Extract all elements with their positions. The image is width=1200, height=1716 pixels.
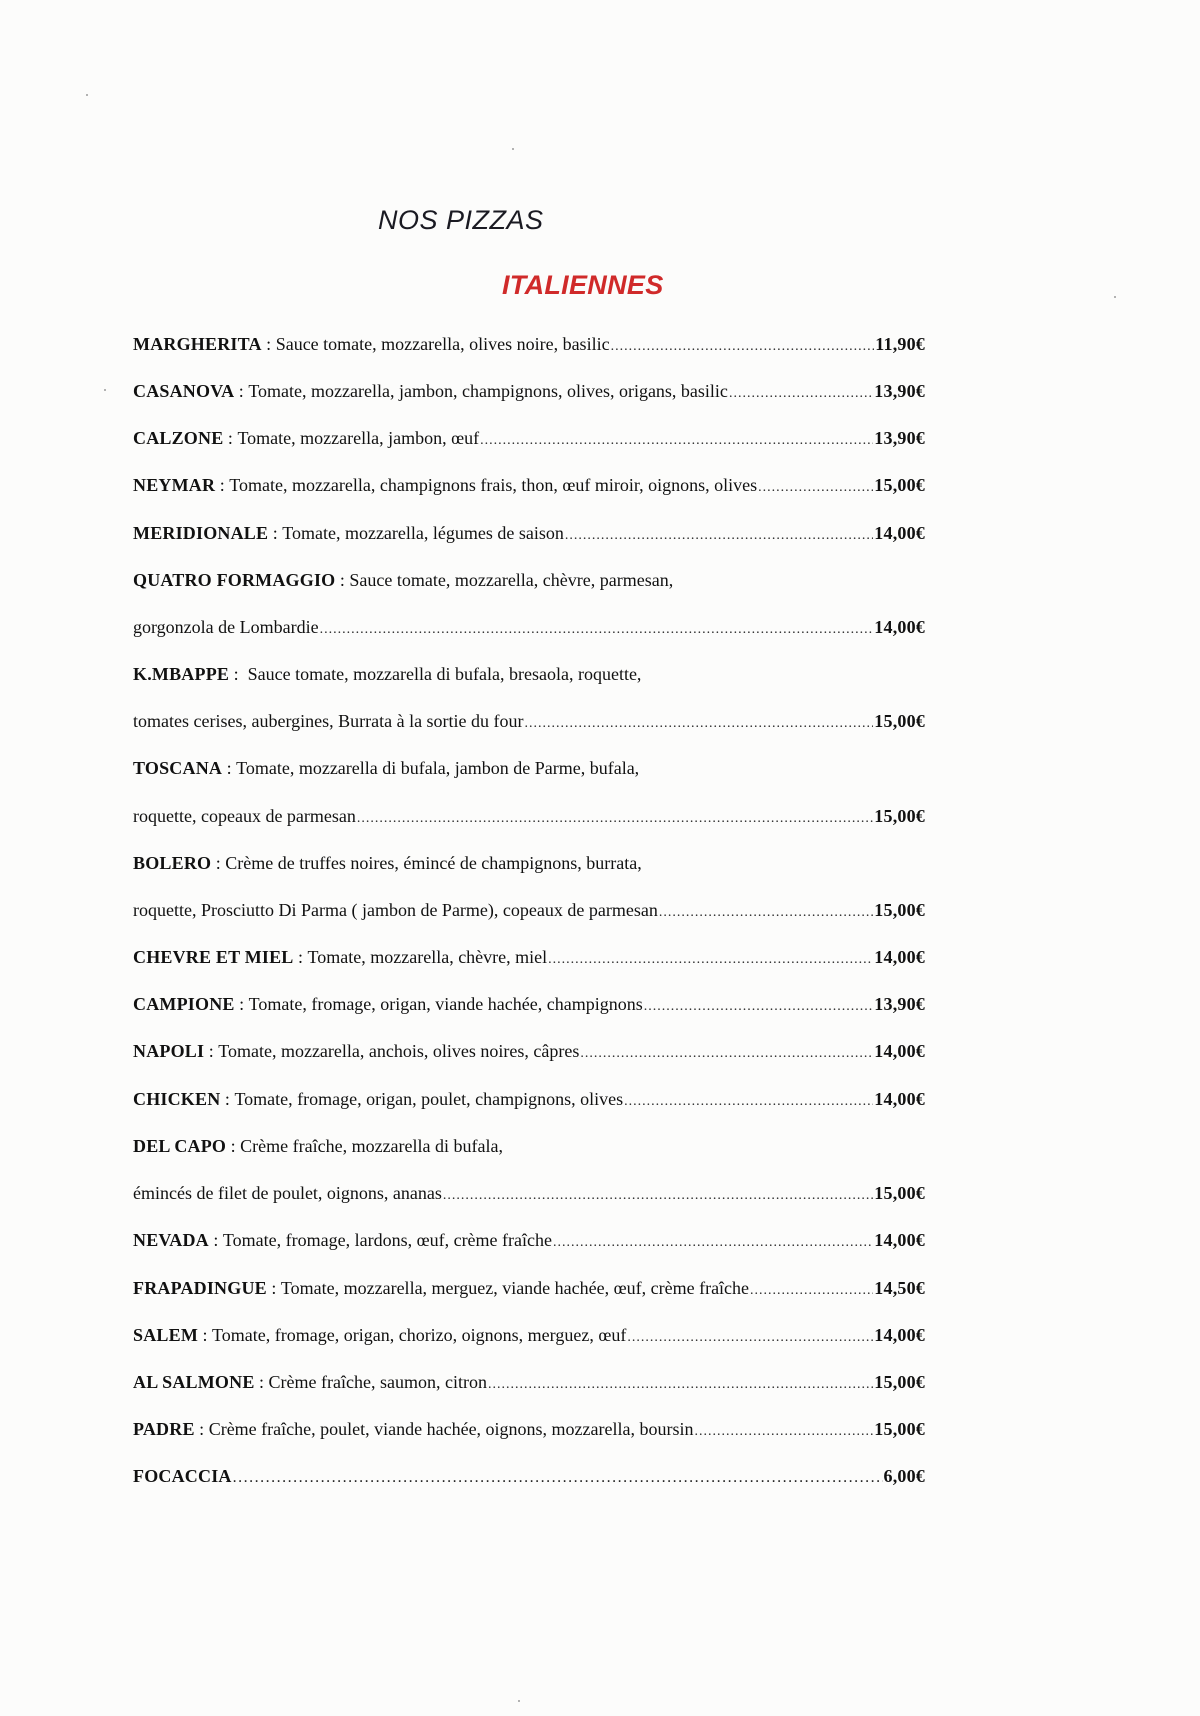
item-name: NEVADA: [133, 1230, 209, 1250]
item-description: Tomate, mozzarella, chèvre, miel: [307, 947, 548, 967]
item-name: CHEVRE ET MIEL: [133, 947, 294, 967]
item-separator: :: [211, 853, 226, 873]
item-separator: :: [215, 475, 230, 495]
dot-leader: [565, 521, 873, 551]
item-name: MERIDIONALE: [133, 523, 269, 543]
item-separator: :: [234, 381, 249, 401]
item-description-continued: émincés de filet de poulet, oignons, ananas: [133, 1183, 442, 1203]
item-description: Tomate, mozzarella, légumes de saison: [282, 523, 564, 543]
menu-item-continuation: [133, 895, 925, 925]
dot-leader: [233, 1463, 883, 1493]
dot-leader: [480, 426, 873, 456]
item-description: Crème fraîche, saumon, citron: [268, 1372, 487, 1392]
dot-leader: [729, 379, 873, 409]
item-separator: :: [335, 570, 350, 590]
item-name: BOLERO: [133, 853, 212, 873]
menu-item: [133, 753, 925, 783]
item-description-continued: roquette, Prosciutto Di Parma ( jambon de Parme), copeaux de parmesan: [133, 900, 658, 920]
item-price: 15,00€: [874, 1419, 925, 1439]
menu-item: [133, 376, 925, 406]
item-separator: :: [204, 1041, 219, 1061]
item-description: Tomate, mozzarella, champignons frais, thon, œuf miroir, oignons, olives: [229, 475, 758, 495]
menu-item-continuation: [133, 801, 925, 831]
item-separator: :: [220, 1089, 235, 1109]
item-description: Crème de truffes noires, émincé de champignons, burrata,: [225, 853, 642, 873]
item-price: 14,00€: [874, 617, 925, 637]
scan-speck: [104, 389, 106, 391]
item-separator: :: [261, 334, 276, 354]
menu-item: [133, 1225, 925, 1255]
item-separator: :: [234, 994, 249, 1014]
item-name: NAPOLI: [133, 1041, 205, 1061]
item-price: 14,00€: [874, 523, 925, 543]
item-description: Tomate, fromage, lardons, œuf, crème fraîche: [222, 1230, 552, 1250]
menu-title: NOS PIZZAS: [378, 205, 544, 235]
dot-leader: [553, 1228, 873, 1258]
item-name: CHICKEN: [133, 1089, 221, 1109]
dot-leader: [758, 473, 873, 503]
item-name: TOSCANA: [133, 758, 223, 778]
menu-item: [133, 470, 925, 500]
menu-subtitle: ITALIENNES: [502, 270, 664, 300]
menu-item: [133, 518, 925, 548]
item-price: 15,00€: [874, 900, 925, 920]
item-description: Tomate, mozzarella, anchois, olives noires, câpres: [218, 1041, 580, 1061]
menu-item: [133, 942, 925, 972]
menu-item: [133, 1461, 925, 1491]
menu-item: [133, 1036, 925, 1066]
menu-item: [133, 1367, 925, 1397]
dot-leader: [580, 1039, 873, 1069]
item-separator: :: [222, 758, 237, 778]
item-name: QUATRO FORMAGGIO: [133, 570, 336, 590]
item-name: PADRE: [133, 1419, 195, 1439]
item-price: 14,00€: [874, 947, 925, 967]
item-separator: :: [194, 1419, 209, 1439]
item-name: MARGHERITA: [133, 334, 262, 354]
item-separator: :: [223, 428, 238, 448]
item-separator: :: [254, 1372, 269, 1392]
scan-speck: [512, 148, 514, 150]
menu-item: [133, 1414, 925, 1444]
item-price: 14,00€: [874, 1325, 925, 1345]
dot-leader: [624, 1087, 873, 1117]
item-price: 14,00€: [874, 1089, 925, 1109]
dot-leader: [548, 945, 873, 975]
item-description-continued: roquette, copeaux de parmesan: [133, 806, 356, 826]
item-name: SALEM: [133, 1325, 199, 1345]
menu-item: [133, 989, 925, 1019]
item-separator: :: [198, 1325, 213, 1345]
item-separator: :: [229, 664, 248, 684]
dot-leader: [750, 1276, 873, 1306]
item-separator: :: [293, 947, 308, 967]
item-price: 13,90€: [874, 381, 925, 401]
item-name: CAMPIONE: [133, 994, 235, 1014]
item-description: Tomate, mozzarella, merguez, viande hachée, œuf, crème fraîche: [280, 1278, 750, 1298]
item-name: NEYMAR: [133, 475, 216, 495]
menu-item: [133, 329, 925, 359]
item-name: FOCACCIA: [133, 1466, 232, 1486]
dot-leader: [611, 332, 875, 362]
item-description: Tomate, fromage, origan, poulet, champignons, olives: [234, 1089, 624, 1109]
item-price: 15,00€: [874, 475, 925, 495]
item-name: FRAPADINGUE: [133, 1278, 267, 1298]
dot-leader: [627, 1323, 873, 1353]
item-description: Tomate, mozzarella, jambon, champignons, olives, origans, basilic: [248, 381, 728, 401]
item-separator: :: [208, 1230, 223, 1250]
item-name: CALZONE: [133, 428, 224, 448]
item-description: Sauce tomate, mozzarella di bufala, bresaola, roquette,: [247, 664, 642, 684]
dot-leader: [488, 1370, 873, 1400]
dot-leader: [525, 709, 874, 739]
dot-leader: [357, 804, 873, 834]
item-description: Crème fraîche, poulet, viande hachée, oignons, mozzarella, boursin: [208, 1419, 694, 1439]
item-separator: :: [266, 1278, 281, 1298]
menu-item: [133, 1320, 925, 1350]
menu-item-continuation: [133, 612, 925, 642]
item-description: Tomate, fromage, origan, viande hachée, champignons: [248, 994, 643, 1014]
item-price: 14,50€: [874, 1278, 925, 1298]
item-description-continued: gorgonzola de Lombardie: [133, 617, 319, 637]
item-price: 11,90€: [875, 334, 925, 354]
item-price: 15,00€: [874, 806, 925, 826]
item-price: 13,90€: [874, 994, 925, 1014]
item-price: 15,00€: [874, 1372, 925, 1392]
item-name: K.MBAPPE: [133, 664, 230, 684]
item-description: Tomate, fromage, origan, chorizo, oignons, merguez, œuf: [212, 1325, 627, 1345]
item-separator: :: [226, 1136, 241, 1156]
menu-item: [133, 659, 925, 689]
scan-speck: [518, 1700, 520, 1702]
dot-leader: [659, 898, 873, 928]
item-description-continued: tomates cerises, aubergines, Burrata à la sortie du four: [133, 711, 524, 731]
item-description: Crème fraîche, mozzarella di bufala,: [240, 1136, 503, 1156]
item-price: 6,00€: [883, 1466, 925, 1486]
item-name: AL SALMONE: [133, 1372, 255, 1392]
item-price: 14,00€: [874, 1230, 925, 1250]
dot-leader: [695, 1417, 874, 1447]
menu-item: [133, 848, 925, 878]
item-name: CASANOVA: [133, 381, 235, 401]
dot-leader: [320, 615, 874, 645]
item-price: 13,90€: [874, 428, 925, 448]
item-price: 15,00€: [874, 711, 925, 731]
menu-item-continuation: [133, 706, 925, 736]
item-price: 14,00€: [874, 1041, 925, 1061]
menu-item: [133, 565, 925, 595]
item-price: 15,00€: [874, 1183, 925, 1203]
item-separator: :: [268, 523, 283, 543]
menu-item: [133, 1273, 925, 1303]
menu-item: [133, 1084, 925, 1114]
menu-item: [133, 1131, 925, 1161]
item-name: DEL CAPO: [133, 1136, 227, 1156]
item-description: Tomate, mozzarella, jambon, œuf: [237, 428, 480, 448]
menu-item-continuation: [133, 1178, 925, 1208]
scan-speck: [86, 94, 88, 96]
dot-leader: [443, 1181, 873, 1211]
dot-leader: [644, 992, 874, 1022]
item-description: Sauce tomate, mozzarella, olives noire, basilic: [275, 334, 610, 354]
menu-item: [133, 423, 925, 453]
scan-speck: [1114, 296, 1116, 298]
item-description: Sauce tomate, mozzarella, chèvre, parmesan,: [349, 570, 674, 590]
item-description: Tomate, mozzarella di bufala, jambon de Parme, bufala,: [236, 758, 640, 778]
